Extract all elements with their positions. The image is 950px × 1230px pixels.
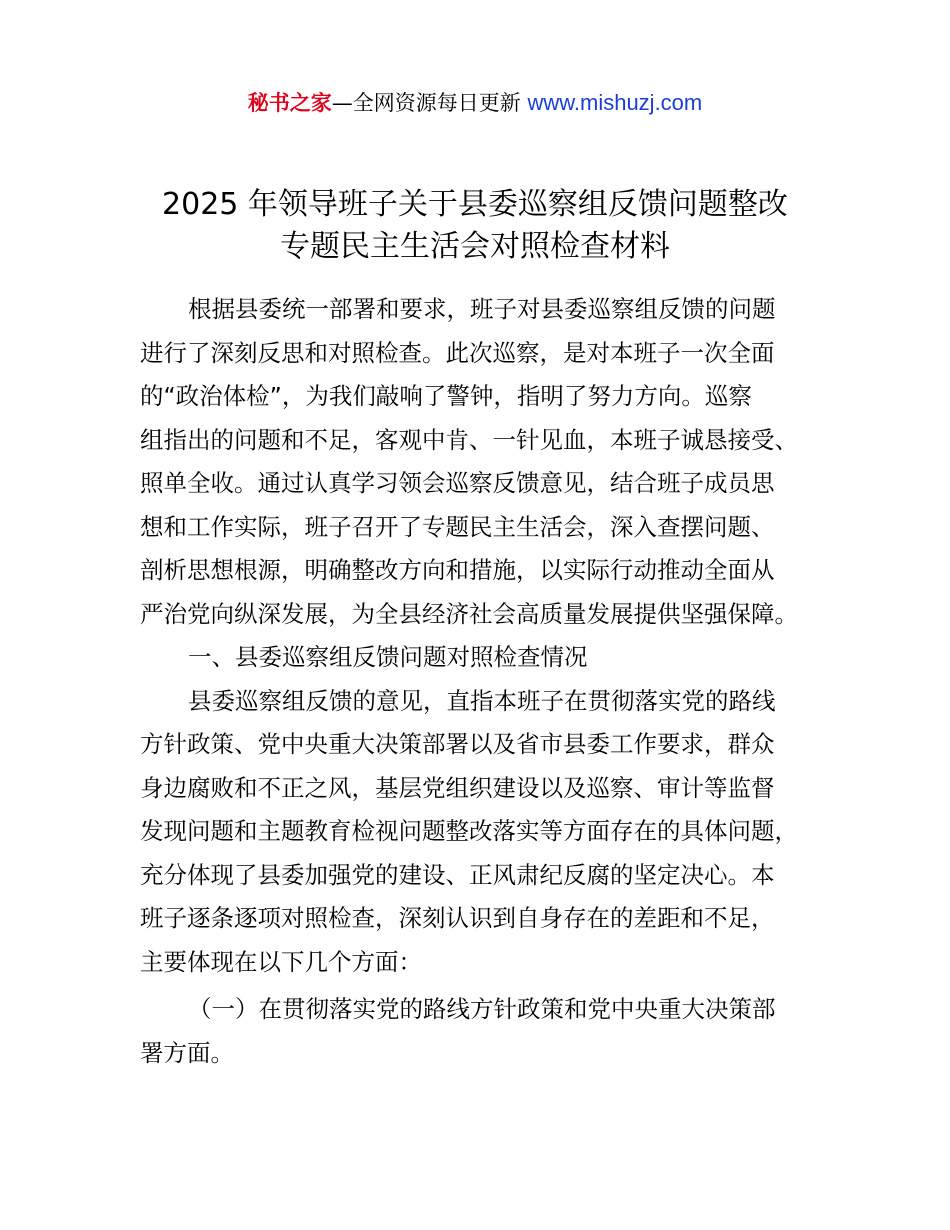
title-line-1: 2025 年领导班子关于县委巡察组反馈问题整改 [162, 187, 788, 222]
text-line: 严治党向纵深发展，为全县经济社会高质量发展提供坚强保障。 [140, 599, 798, 628]
text-line: 班子逐条逐项对照检查，深刻认识到自身存在的差距和不足， [140, 904, 775, 932]
text-line: 想和工作实际，班子召开了专题民主生活会，深入查摆问题、 [140, 512, 775, 541]
text-line: 身边腐败和不正之风，基层党组织建设以及巡察、审计等监督 [140, 773, 775, 802]
text-line: （一）在贯彻落实党的路线方针政策和党中央重大决策部 [188, 995, 776, 1023]
text-line: 主要体现在以下几个方面： [140, 947, 422, 976]
text-line: 县委巡察组反馈的意见，直指本班子在贯彻落实党的路线 [188, 686, 776, 715]
site-tagline: —全网资源每日更新 [331, 91, 528, 115]
site-url-link[interactable]: www.mishuzj.com [527, 90, 703, 115]
text-line: 方针政策、党中央重大决策部署以及省市县委工作要求，群众 [140, 730, 775, 758]
subsection-heading [140, 988, 830, 1075]
text-line: 署方面。 [140, 1038, 234, 1067]
text-line: 发现问题和主题教育检视问题整改落实等方面存在的具体问题， [140, 817, 798, 845]
site-brand: 秘书之家 [247, 91, 332, 115]
document-body [140, 288, 830, 1075]
text-line: 剖析思想根源，明确整改方向和措施，以实际行动推动全面从 [140, 556, 775, 584]
text-line: 组指出的问题和不足，客观中肯、一针见血，本班子诚恳接受、 [140, 425, 798, 454]
document-title [0, 184, 950, 268]
text-line: 充分体现了县委加强党的建设、正风肃纪反腐的坚定决心。本 [140, 860, 775, 889]
paragraph-intro [140, 288, 830, 636]
text-line: 进行了深刻反思和对照检查。此次巡察，是对本班子一次全面 [140, 338, 775, 367]
site-header [0, 88, 950, 118]
text-line: 根据县委统一部署和要求，班子对县委巡察组反馈的问题 [188, 295, 776, 323]
title-line-2: 专题民主生活会对照检查材料 [280, 229, 670, 264]
text-line: 的“政治体检”，为我们敲响了警钟，指明了努力方向。巡察 [140, 382, 752, 410]
text-line: 照单全收。通过认真学习领会巡察反馈意见，结合班子成员思 [140, 469, 775, 497]
section-heading: 一、县委巡察组反馈问题对照检查情况 [188, 643, 588, 671]
paragraph-findings [140, 680, 830, 985]
